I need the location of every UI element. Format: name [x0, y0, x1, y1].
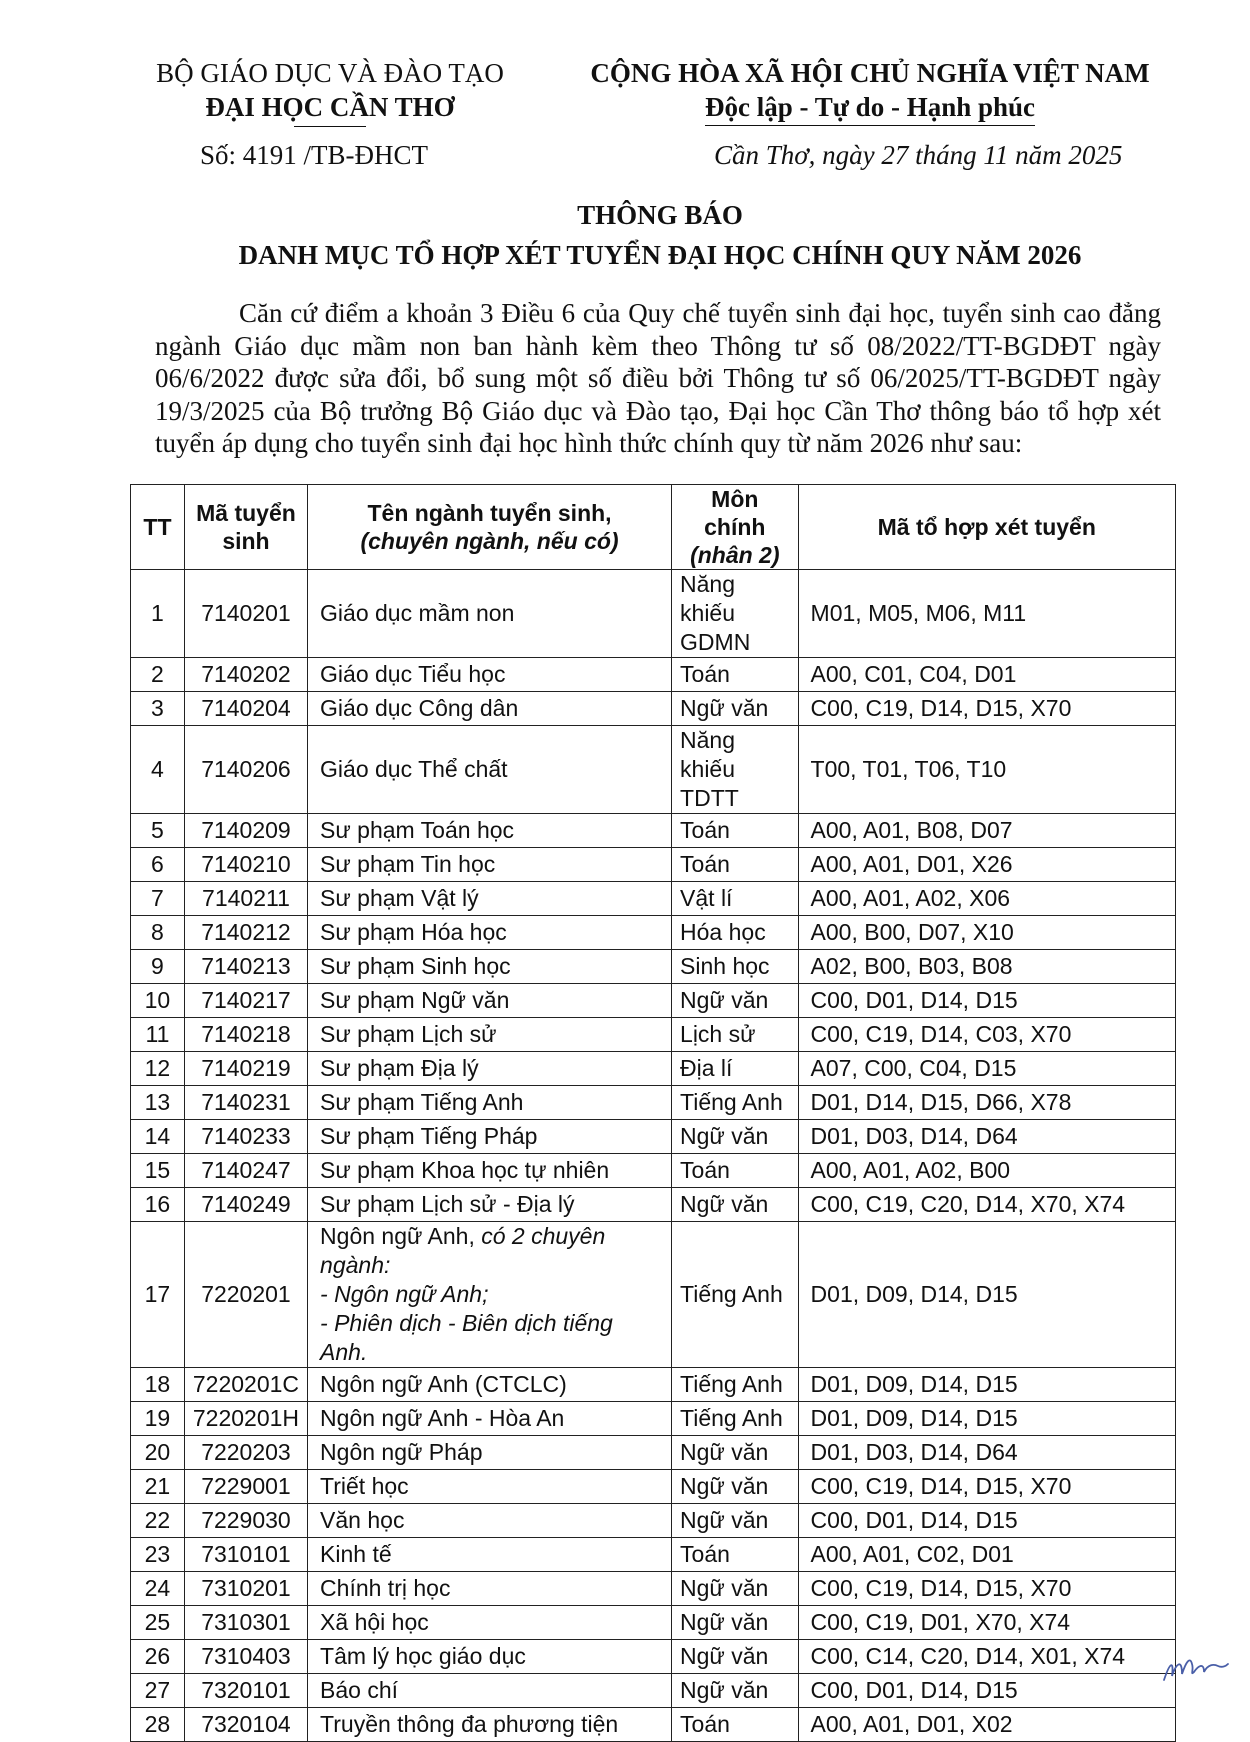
cell-main-subject: [672, 882, 799, 916]
table-row: [131, 1470, 1176, 1504]
cell-code: 7140231: [184, 1086, 307, 1120]
national-motto: Độc lập - Tự do - Hạnh phúc: [705, 90, 1035, 126]
main-subject: Sinh học: [680, 953, 770, 979]
cell-tt: 16: [131, 1188, 185, 1222]
main-subject: Toán: [680, 661, 730, 687]
major-name: Sư phạm Hóa học: [320, 919, 507, 945]
document-number: Số: 4191 /TB-ĐHCT: [200, 140, 429, 170]
cell-major: [308, 916, 672, 950]
table-row: [131, 1708, 1176, 1742]
cell-major: [308, 1504, 672, 1538]
cell-code: 7310301: [184, 1606, 307, 1640]
cell-main-subject: [672, 1606, 799, 1640]
cell-major: [308, 1708, 672, 1742]
cell-tt: 10: [131, 984, 185, 1018]
country-name: CỘNG HÒA XÃ HỘI CHỦ NGHĨA VIỆT NAM: [590, 58, 1150, 88]
cell-tt: 2: [131, 658, 185, 692]
main-subject: Ngữ văn: [680, 987, 769, 1013]
cell-main-subject: [672, 1572, 799, 1606]
cell-major: [308, 1606, 672, 1640]
cell-major: [308, 1086, 672, 1120]
cell-tt: 4: [131, 726, 185, 814]
cell-main-subject: [672, 916, 799, 950]
header-combinations: Mã tổ hợp xét tuyển: [798, 485, 1175, 570]
cell-combinations: C00, C19, D14, D15, X70: [798, 1572, 1175, 1606]
table-row: [131, 1640, 1176, 1674]
major-name: Sư phạm Tiếng Anh: [320, 1089, 524, 1115]
cell-combinations: T00, T01, T06, T10: [798, 726, 1175, 814]
cell-code: 7140210: [184, 848, 307, 882]
cell-tt: 26: [131, 1640, 185, 1674]
cell-tt: 23: [131, 1538, 185, 1572]
table-row: [131, 848, 1176, 882]
cell-combinations: D01, D09, D14, D15: [798, 1222, 1175, 1368]
main-subject: Ngữ văn: [680, 1575, 769, 1601]
issuer-block: [140, 56, 520, 127]
major-name: Sư phạm Tiếng Pháp: [320, 1123, 538, 1149]
cell-tt: 19: [131, 1402, 185, 1436]
cell-major: [308, 882, 672, 916]
cell-combinations: M01, M05, M06, M11: [798, 570, 1175, 658]
cell-code: 7220201H: [184, 1402, 307, 1436]
major-name: Xã hội học: [320, 1609, 429, 1635]
main-subject: Ngữ văn: [680, 695, 769, 721]
cell-code: 7220203: [184, 1436, 307, 1470]
table-row: [131, 984, 1176, 1018]
cell-code: 7140204: [184, 692, 307, 726]
main-subject: Tiếng Anh: [680, 1089, 783, 1115]
cell-main-subject: [672, 1402, 799, 1436]
table-row: [131, 1606, 1176, 1640]
cell-main-subject: [672, 1504, 799, 1538]
cell-tt: 8: [131, 916, 185, 950]
major-name: Ngôn ngữ Anh - Hòa An: [320, 1405, 565, 1431]
main-subject: Ngữ văn: [680, 1609, 769, 1635]
cell-combinations: D01, D09, D14, D15: [798, 1368, 1175, 1402]
cell-major: [308, 1572, 672, 1606]
major-name: Giáo dục Tiểu học: [320, 661, 506, 687]
cell-combinations: C00, D01, D14, D15: [798, 1504, 1175, 1538]
cell-combinations: A00, A01, B08, D07: [798, 814, 1175, 848]
main-subject: Toán: [680, 1541, 730, 1567]
main-subject: Toán: [680, 817, 730, 843]
table-row: [131, 1572, 1176, 1606]
main-subject: Tiếng Anh: [680, 1371, 783, 1397]
major-name: Giáo dục mầm non: [320, 600, 515, 626]
main-subject: Ngữ văn: [680, 1123, 769, 1149]
major-name: Ngôn ngữ Anh,: [320, 1223, 482, 1249]
cell-main-subject: [672, 1538, 799, 1572]
cell-combinations: C00, C19, D14, C03, X70: [798, 1018, 1175, 1052]
signature-initials: [1160, 1650, 1230, 1690]
major-name: Truyền thông đa phương tiện: [320, 1711, 619, 1737]
major-name: Tâm lý học giáo dục: [320, 1643, 526, 1669]
main-subject: Hóa học: [680, 919, 766, 945]
cell-code: 7140247: [184, 1154, 307, 1188]
cell-combinations: D01, D14, D15, D66, X78: [798, 1086, 1175, 1120]
table-header-row: [131, 485, 1176, 570]
admission-combination-table: [130, 484, 1176, 1742]
main-subject: Ngữ văn: [680, 1473, 769, 1499]
main-subject-detail: TDTT: [680, 785, 739, 811]
cell-main-subject: [672, 1052, 799, 1086]
cell-major: [308, 848, 672, 882]
cell-code: 7310201: [184, 1572, 307, 1606]
main-subject: Vật lí: [680, 885, 733, 911]
main-subject: Địa lí: [680, 1055, 733, 1081]
main-subject: Ngữ văn: [680, 1643, 769, 1669]
cell-major: [308, 1368, 672, 1402]
cell-tt: 9: [131, 950, 185, 984]
main-subject: Năng khiếu: [680, 571, 736, 626]
cell-code: 7229030: [184, 1504, 307, 1538]
cell-combinations: A00, C01, C04, D01: [798, 658, 1175, 692]
cell-code: 7320104: [184, 1708, 307, 1742]
cell-main-subject: [672, 726, 799, 814]
cell-tt: 14: [131, 1120, 185, 1154]
cell-tt: 17: [131, 1222, 185, 1368]
major-name: Sư phạm Lịch sử: [320, 1021, 497, 1047]
cell-tt: 11: [131, 1018, 185, 1052]
cell-main-subject: [672, 984, 799, 1018]
table-row: [131, 692, 1176, 726]
major-name: Sư phạm Ngữ văn: [320, 987, 510, 1013]
cell-combinations: A07, C00, C04, D15: [798, 1052, 1175, 1086]
cell-code: 7220201: [184, 1222, 307, 1368]
document-title: THÔNG BÁO: [577, 200, 743, 230]
major-name: Sư phạm Lịch sử - Địa lý: [320, 1191, 575, 1217]
major-name: Sư phạm Địa lý: [320, 1055, 479, 1081]
major-name: Báo chí: [320, 1677, 399, 1703]
major-name: Sư phạm Vật lý: [320, 885, 479, 911]
cell-tt: 22: [131, 1504, 185, 1538]
cell-major: [308, 1470, 672, 1504]
cell-code: 7140206: [184, 726, 307, 814]
cell-tt: 12: [131, 1052, 185, 1086]
cell-main-subject: [672, 1674, 799, 1708]
cell-combinations: A00, A01, D01, X26: [798, 848, 1175, 882]
cell-code: 7140219: [184, 1052, 307, 1086]
cell-tt: 13: [131, 1086, 185, 1120]
major-name: Sư phạm Sinh học: [320, 953, 511, 979]
cell-combinations: A00, A01, A02, B00: [798, 1154, 1175, 1188]
specialization: - Phiên dịch - Biên dịch tiếng Anh.: [320, 1310, 613, 1365]
major-name: Sư phạm Toán học: [320, 817, 515, 843]
table-row: [131, 916, 1176, 950]
table-row: [131, 1018, 1176, 1052]
cell-combinations: C00, D01, D14, D15: [798, 984, 1175, 1018]
cell-code: 7140209: [184, 814, 307, 848]
university-underline: [294, 126, 366, 127]
cell-main-subject: [672, 1154, 799, 1188]
cell-major: [308, 1436, 672, 1470]
cell-main-subject: [672, 692, 799, 726]
table-row: [131, 570, 1176, 658]
cell-tt: 6: [131, 848, 185, 882]
cell-main-subject: [672, 1120, 799, 1154]
cell-tt: 15: [131, 1154, 185, 1188]
cell-main-subject: [672, 1018, 799, 1052]
major-name: Ngôn ngữ Anh (CTCLC): [320, 1371, 567, 1397]
main-subject-detail: GDMN: [680, 629, 751, 655]
cell-tt: 28: [131, 1708, 185, 1742]
header-main-subject: Môn chính (nhân 2): [672, 485, 799, 570]
cell-code: 7320101: [184, 1674, 307, 1708]
main-subject: Lịch sử: [680, 1021, 756, 1047]
cell-code: 7140218: [184, 1018, 307, 1052]
major-name: Ngôn ngữ Pháp: [320, 1439, 483, 1465]
cell-code: 7310101: [184, 1538, 307, 1572]
main-subject: Năng khiếu: [680, 727, 736, 782]
cell-major: [308, 658, 672, 692]
university-name: ĐẠI HỌC CẦN THƠ: [205, 92, 455, 122]
cell-combinations: C00, C19, D14, D15, X70: [798, 1470, 1175, 1504]
cell-code: 7140212: [184, 916, 307, 950]
cell-major: [308, 692, 672, 726]
cell-main-subject: [672, 1436, 799, 1470]
cell-code: 7310403: [184, 1640, 307, 1674]
intro-paragraph: Căn cứ điểm a khoản 3 Điều 6 của Quy chế tuyển sinh đại học, tuyển sinh cao đẳng ngành Giáo dục mầm non ban hành kèm theo Thông tư số 08/2022/TT-BGDĐT ngày 06/6/2022 được sửa đổi, bổ sung một số điều bởi Thông tư số 06/2025/TT-BGDĐT ngày 19/3/2025 của Bộ trưởng Bộ Giáo dục và Đào tạo, Đại học Cần Thơ thông báo tổ hợp xét tuyển áp dụng cho tuyển sinh đại học hình thức chính quy từ năm 2026 như sau:: [155, 298, 1161, 458]
major-name: Giáo dục Thể chất: [320, 756, 508, 782]
table-row: [131, 1368, 1176, 1402]
cell-combinations: D01, D09, D14, D15: [798, 1402, 1175, 1436]
main-subject: Toán: [680, 1157, 730, 1183]
cell-main-subject: [672, 1640, 799, 1674]
cell-main-subject: [672, 570, 799, 658]
cell-major: [308, 1538, 672, 1572]
cell-code: 7140201: [184, 570, 307, 658]
cell-combinations: C00, C19, D01, X70, X74: [798, 1606, 1175, 1640]
cell-combinations: A00, A01, C02, D01: [798, 1538, 1175, 1572]
major-name: Chính trị học: [320, 1575, 451, 1601]
table-row: [131, 1052, 1176, 1086]
cell-combinations: A00, A01, D01, X02: [798, 1708, 1175, 1742]
main-subject: Ngữ văn: [680, 1507, 769, 1533]
cell-combinations: A02, B00, B03, B08: [798, 950, 1175, 984]
header-code: Mã tuyển sinh: [184, 485, 307, 570]
cell-code: 7140217: [184, 984, 307, 1018]
main-subject: Toán: [680, 1711, 730, 1737]
specialization: - Ngôn ngữ Anh;: [320, 1281, 489, 1307]
table-row: [131, 1154, 1176, 1188]
cell-main-subject: [672, 1368, 799, 1402]
cell-tt: 25: [131, 1606, 185, 1640]
table-row: [131, 950, 1176, 984]
cell-main-subject: [672, 1086, 799, 1120]
dateline: Cần Thơ, ngày 27 tháng 11 năm 2025: [714, 140, 1123, 170]
cell-major: [308, 1402, 672, 1436]
cell-combinations: A00, A01, A02, X06: [798, 882, 1175, 916]
cell-code: 7140233: [184, 1120, 307, 1154]
ministry-name: BỘ GIÁO DỤC VÀ ĐÀO TẠO: [156, 58, 504, 88]
table-row: [131, 1222, 1176, 1368]
table-row: [131, 726, 1176, 814]
cell-major: [308, 1120, 672, 1154]
cell-main-subject: [672, 1222, 799, 1368]
cell-combinations: D01, D03, D14, D64: [798, 1436, 1175, 1470]
major-name: Văn học: [320, 1507, 405, 1533]
cell-major: [308, 1640, 672, 1674]
cell-code: 7229001: [184, 1470, 307, 1504]
cell-main-subject: [672, 1188, 799, 1222]
main-subject: Ngữ văn: [680, 1191, 769, 1217]
table-row: [131, 1402, 1176, 1436]
document-subtitle: DANH MỤC TỔ HỢP XÉT TUYỂN ĐẠI HỌC CHÍNH QUY NĂM 2026: [238, 240, 1082, 270]
table-row: [131, 1188, 1176, 1222]
cell-tt: 7: [131, 882, 185, 916]
cell-major: [308, 1674, 672, 1708]
cell-combinations: A00, B00, D07, X10: [798, 916, 1175, 950]
header-major-name: Tên ngành tuyển sinh, (chuyên ngành, nếu có): [308, 485, 672, 570]
cell-major: [308, 950, 672, 984]
cell-main-subject: [672, 658, 799, 692]
major-name: Sư phạm Khoa học tự nhiên: [320, 1157, 610, 1183]
cell-combinations: C00, D01, D14, D15: [798, 1674, 1175, 1708]
main-subject: Ngữ văn: [680, 1439, 769, 1465]
cell-major: [308, 570, 672, 658]
cell-major: [308, 1222, 672, 1368]
cell-code: 7140249: [184, 1188, 307, 1222]
table-row: [131, 658, 1176, 692]
main-subject: Ngữ văn: [680, 1677, 769, 1703]
cell-tt: 20: [131, 1436, 185, 1470]
cell-main-subject: [672, 848, 799, 882]
cell-tt: 5: [131, 814, 185, 848]
cell-code: 7140202: [184, 658, 307, 692]
table-row: [131, 1086, 1176, 1120]
table-row: [131, 814, 1176, 848]
cell-tt: 24: [131, 1572, 185, 1606]
major-note: có 2 chuyên ngành:: [320, 1223, 606, 1278]
cell-major: [308, 1018, 672, 1052]
cell-tt: 3: [131, 692, 185, 726]
major-name: Sư phạm Tin học: [320, 851, 496, 877]
cell-main-subject: [672, 1470, 799, 1504]
main-subject: Tiếng Anh: [680, 1405, 783, 1431]
major-name: Giáo dục Công dân: [320, 695, 519, 721]
main-subject: Tiếng Anh: [680, 1281, 783, 1307]
major-name: Kinh tế: [320, 1541, 392, 1567]
major-name: Triết học: [320, 1473, 409, 1499]
national-header: [560, 56, 1180, 126]
cell-major: [308, 814, 672, 848]
cell-main-subject: [672, 1708, 799, 1742]
cell-tt: 18: [131, 1368, 185, 1402]
cell-code: 7140211: [184, 882, 307, 916]
cell-main-subject: [672, 950, 799, 984]
main-subject: Toán: [680, 851, 730, 877]
header-tt: TT: [131, 485, 185, 570]
table-row: [131, 1436, 1176, 1470]
cell-tt: 21: [131, 1470, 185, 1504]
cell-main-subject: [672, 814, 799, 848]
cell-tt: 27: [131, 1674, 185, 1708]
table-row: [131, 1504, 1176, 1538]
cell-major: [308, 1052, 672, 1086]
cell-combinations: C00, C19, D14, D15, X70: [798, 692, 1175, 726]
table-row: [131, 1538, 1176, 1572]
cell-major: [308, 1154, 672, 1188]
table-row: [131, 1120, 1176, 1154]
table-row: [131, 882, 1176, 916]
cell-major: [308, 1188, 672, 1222]
cell-major: [308, 726, 672, 814]
cell-tt: 1: [131, 570, 185, 658]
cell-combinations: D01, D03, D14, D64: [798, 1120, 1175, 1154]
table-row: [131, 1674, 1176, 1708]
cell-code: 7140213: [184, 950, 307, 984]
cell-major: [308, 984, 672, 1018]
cell-code: 7220201C: [184, 1368, 307, 1402]
cell-combinations: C00, C19, C20, D14, X70, X74: [798, 1188, 1175, 1222]
cell-combinations: C00, C14, C20, D14, X01, X74: [798, 1640, 1175, 1674]
